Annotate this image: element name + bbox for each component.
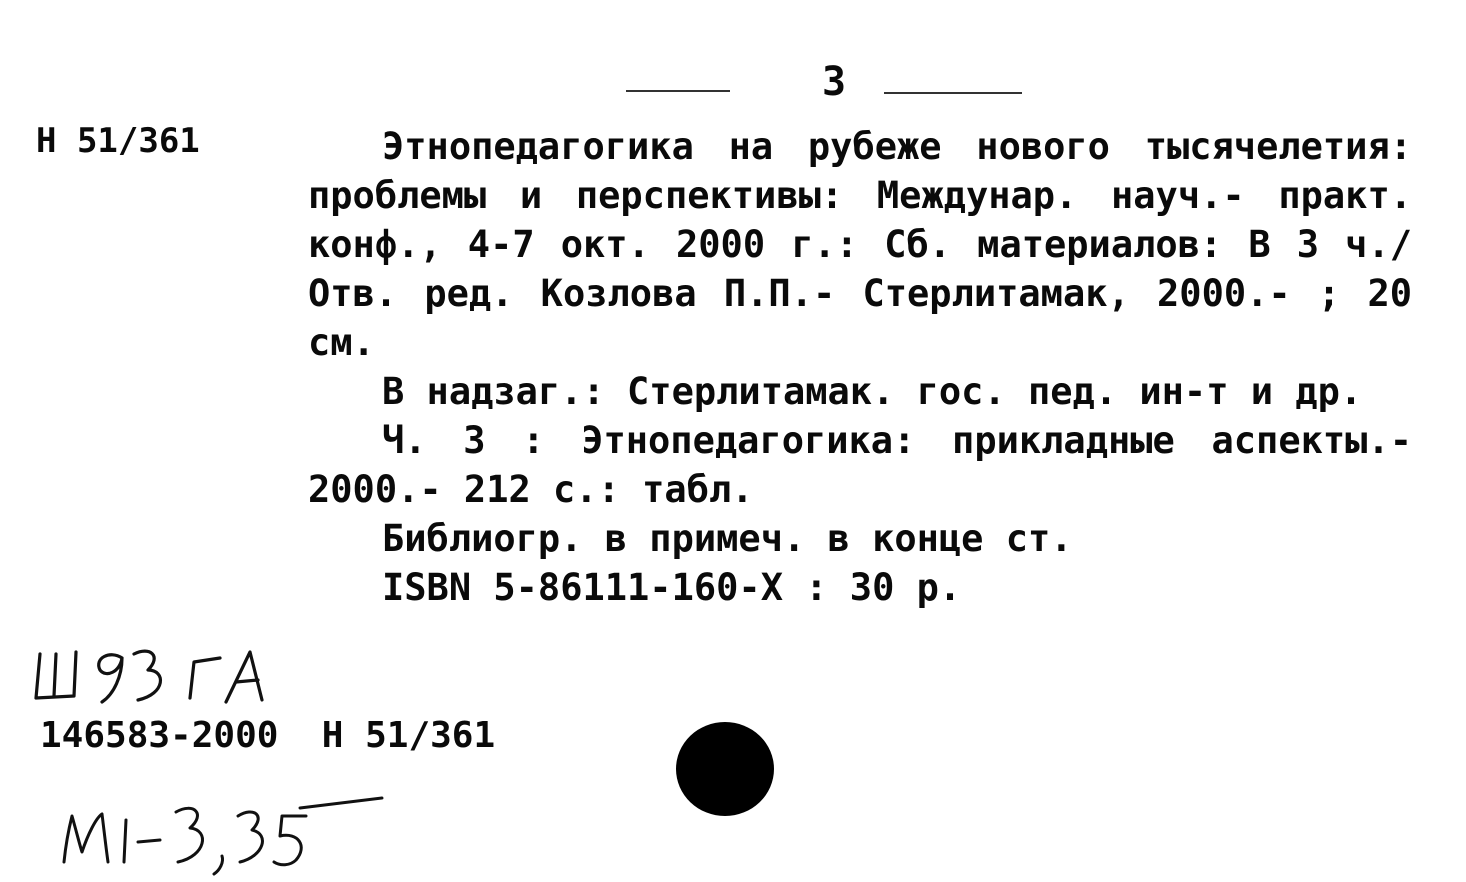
handwritten-price-mark bbox=[56, 790, 386, 882]
punch-hole bbox=[676, 722, 774, 816]
title-paragraph: Этнопедагогика на рубеже нового тысячелетия: проблемы и перспективы: Междунар. науч.- практ. конф., 4-7 окт. 2000 г.: Сб. материалов: В 3 ч./ Отв. ред. Козлова П.П.- Стерлитамак, 2000.- ; 20 см. bbox=[308, 125, 1412, 364]
inventory-line: 146583-2000 Н 51/361 bbox=[40, 715, 496, 756]
bibliographic-entry bbox=[308, 122, 1412, 612]
headnote: В надзаг.: Стерлитамак. гос. пед. ин-т и др. bbox=[382, 370, 1363, 413]
isbn-price: ISBN 5-86111-160-X : 30 р. bbox=[382, 566, 962, 609]
header-rule-right bbox=[884, 92, 1022, 94]
header-rule-left bbox=[626, 90, 730, 92]
shelf-mark: Н 51/361 bbox=[36, 121, 200, 161]
handwritten-code bbox=[30, 636, 280, 710]
bibliography-note: Библиогр. в примеч. в конце ст. bbox=[382, 517, 1073, 560]
page-number: 3 bbox=[822, 59, 847, 105]
volume-description: Ч. 3 : Этнопедагогика: прикладные аспекты.- 2000.- 212 с.: табл. bbox=[308, 419, 1412, 511]
